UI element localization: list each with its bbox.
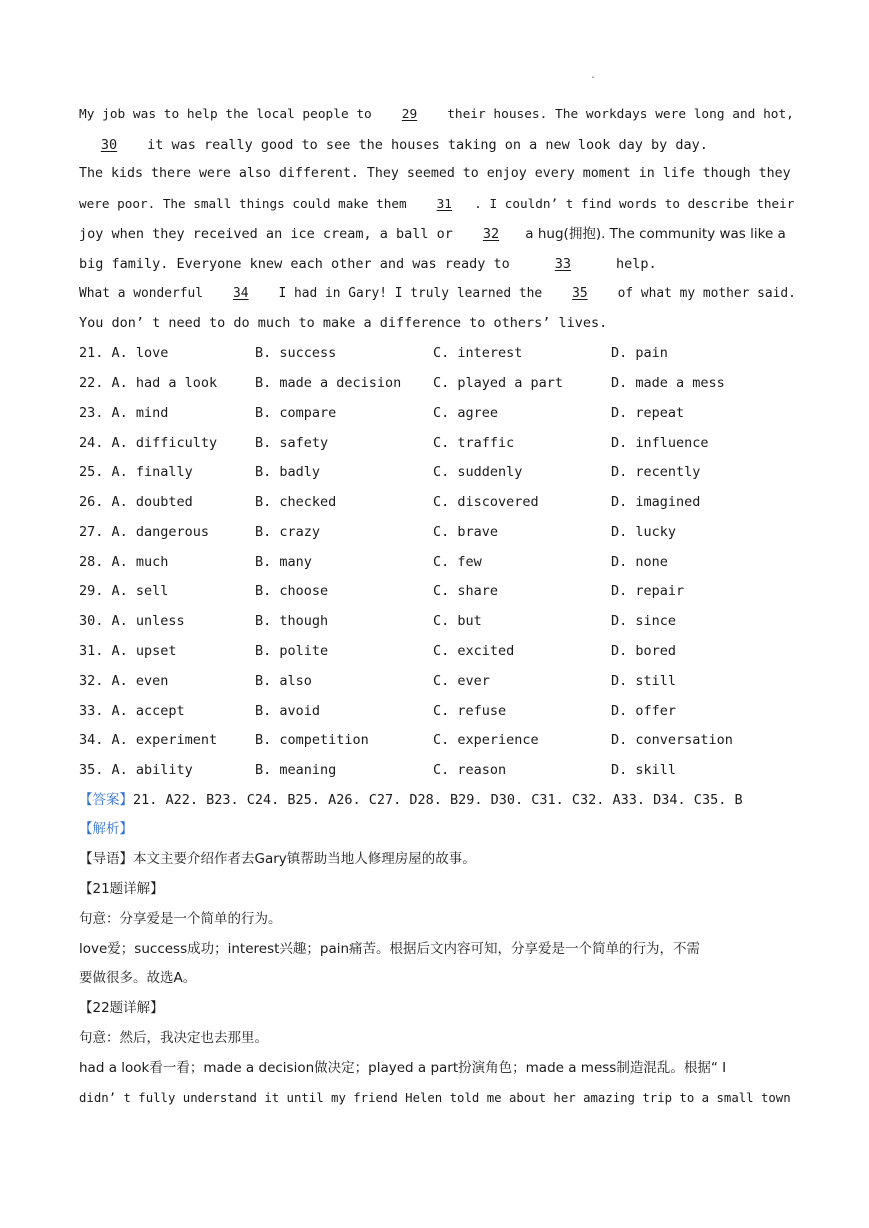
option-c: C. excited [433, 643, 515, 659]
blank-34: 34 [233, 286, 249, 301]
option-a: 26. A. doubted [79, 494, 193, 510]
option-d: D. conversation [611, 732, 733, 748]
q21-explanation-2: 要做很多。故选A。 [79, 970, 197, 986]
option-c: C. discovered [433, 494, 539, 510]
page-dot: . [590, 70, 597, 81]
q22-heading: 【22题详解】 [79, 1000, 164, 1016]
option-c: C. but [433, 613, 482, 629]
blank-30: 30 [100, 137, 118, 153]
text: a hug(拥抱). The community was like a [521, 226, 786, 242]
guide-tag: 【导语】 [79, 851, 133, 867]
option-a: 31. A. upset [79, 643, 177, 659]
option-c: C. ever [433, 673, 490, 689]
option-b: B. competition [255, 732, 369, 748]
option-d: D. repeat [611, 405, 685, 421]
passage-line-3: The kids there were also different. They seemed to enjoy every moment in life though they [79, 166, 791, 181]
answer-text: 21. A22. B23. C24. B25. A26. C27. D28. B29. D30. C31. C32. A33. D34. C35. B [133, 792, 743, 808]
blank-32: 32 [482, 226, 500, 242]
text: . I couldn’ t find words to describe their [474, 196, 795, 211]
text: it was really good to see the houses taking on a new look day by day. [139, 137, 708, 153]
option-d: D. made a mess [611, 375, 725, 391]
option-a: 22. A. had a look [79, 375, 218, 391]
option-d: D. imagined [611, 494, 701, 510]
option-a: 30. A. unless [79, 613, 185, 629]
text: help. [607, 256, 657, 272]
option-a: 21. A. love [79, 345, 169, 361]
option-c: C. brave [433, 524, 499, 540]
option-c: C. traffic [433, 435, 515, 451]
option-c: C. share [433, 583, 499, 599]
option-c: C. suddenly [433, 464, 523, 480]
answer-label: 【答案】 [79, 792, 133, 808]
option-d: D. since [611, 613, 677, 629]
option-a: 28. A. much [79, 554, 169, 570]
option-b: B. also [255, 673, 312, 689]
blank-29: 29 [401, 107, 418, 122]
option-c: C. played a part [433, 375, 564, 391]
analysis-label-line [79, 820, 791, 838]
option-c: C. reason [433, 762, 507, 778]
q22-explanation-2: didn’ t fully understand it until my friend Helen told me about her amazing trip to a small town [79, 1091, 791, 1105]
option-b: B. compare [255, 405, 337, 421]
q21-heading: 【21题详解】 [79, 881, 164, 897]
q21-explanation-1: love爱；success成功；interest兴趣；pain痛苦。根据后文内容可知，分享爱是一个简单的行为，不需 [79, 941, 701, 957]
option-a: 25. A. finally [79, 464, 193, 480]
option-d: D. still [611, 673, 677, 689]
text: big family. Everyone knew each other and was ready to [79, 256, 518, 272]
passage-line-2 [79, 136, 791, 154]
option-a: 35. A. ability [79, 762, 193, 778]
blank-33: 33 [554, 256, 572, 272]
option-c: C. few [433, 554, 482, 570]
guide-text: 本文主要介绍作者去Gary镇帮助当地人修理房屋的故事。 [133, 851, 476, 867]
text: My job was to help the local people to [79, 107, 380, 122]
text: of what my mother said. [609, 286, 796, 301]
option-a: 33. A. accept [79, 703, 185, 719]
option-d: D. lucky [611, 524, 677, 540]
option-b: B. choose [255, 583, 329, 599]
answer-line [79, 791, 791, 809]
option-a: 34. A. experiment [79, 732, 218, 748]
q21-meaning: 句意：分享爱是一个简单的行为。 [79, 911, 282, 927]
passage-line-1 [79, 106, 794, 124]
text: their houses. The workdays were long and hot, [439, 107, 794, 122]
option-b: B. many [255, 554, 312, 570]
option-b: B. avoid [255, 703, 321, 719]
option-b: B. safety [255, 435, 329, 451]
option-d: D. repair [611, 583, 685, 599]
option-b: B. badly [255, 464, 321, 480]
option-c: C. interest [433, 345, 523, 361]
passage-line-8: You don’ t need to do much to make a difference to others’ lives. [79, 315, 608, 331]
option-b: B. checked [255, 494, 337, 510]
passage-line-7 [79, 285, 796, 303]
text: joy when they received an ice cream, a ball or [79, 226, 462, 242]
option-b: B. success [255, 345, 337, 361]
option-a: 24. A. difficulty [79, 435, 218, 451]
option-d: D. pain [611, 345, 668, 361]
option-a: 29. A. sell [79, 583, 169, 599]
option-d: D. influence [611, 435, 709, 451]
option-b: B. crazy [255, 524, 321, 540]
option-a: 23. A. mind [79, 405, 169, 421]
option-b: B. polite [255, 643, 329, 659]
option-a: 27. A. dangerous [79, 524, 210, 540]
q22-meaning: 句意：然后，我决定也去那里。 [79, 1030, 268, 1046]
option-d: D. skill [611, 762, 677, 778]
option-a: 32. A. even [79, 673, 169, 689]
option-c: C. experience [433, 732, 539, 748]
q22-explanation-1: had a look看一看；made a decision做决定；played a part扮演角色；made a mess制造混乱。根据“ I [79, 1060, 727, 1076]
analysis-label: 【解析】 [79, 821, 133, 837]
option-d: D. bored [611, 643, 677, 659]
option-c: C. agree [433, 405, 499, 421]
option-b: B. though [255, 613, 329, 629]
text: I had in Gary! I truly learned the [270, 286, 550, 301]
option-b: B. made a decision [255, 375, 402, 391]
text: What a wonderful [79, 286, 211, 301]
option-b: B. meaning [255, 762, 337, 778]
passage-line-5 [79, 225, 791, 243]
passage-line-6 [79, 255, 791, 273]
option-d: D. none [611, 554, 668, 570]
text: were poor. The small things could make them [79, 196, 415, 211]
passage-line-4 [79, 195, 795, 213]
blank-31: 31 [436, 196, 452, 211]
option-d: D. offer [611, 703, 677, 719]
blank-35: 35 [572, 286, 588, 301]
option-d: D. recently [611, 464, 701, 480]
option-c: C. refuse [433, 703, 507, 719]
guide-line [79, 850, 791, 868]
